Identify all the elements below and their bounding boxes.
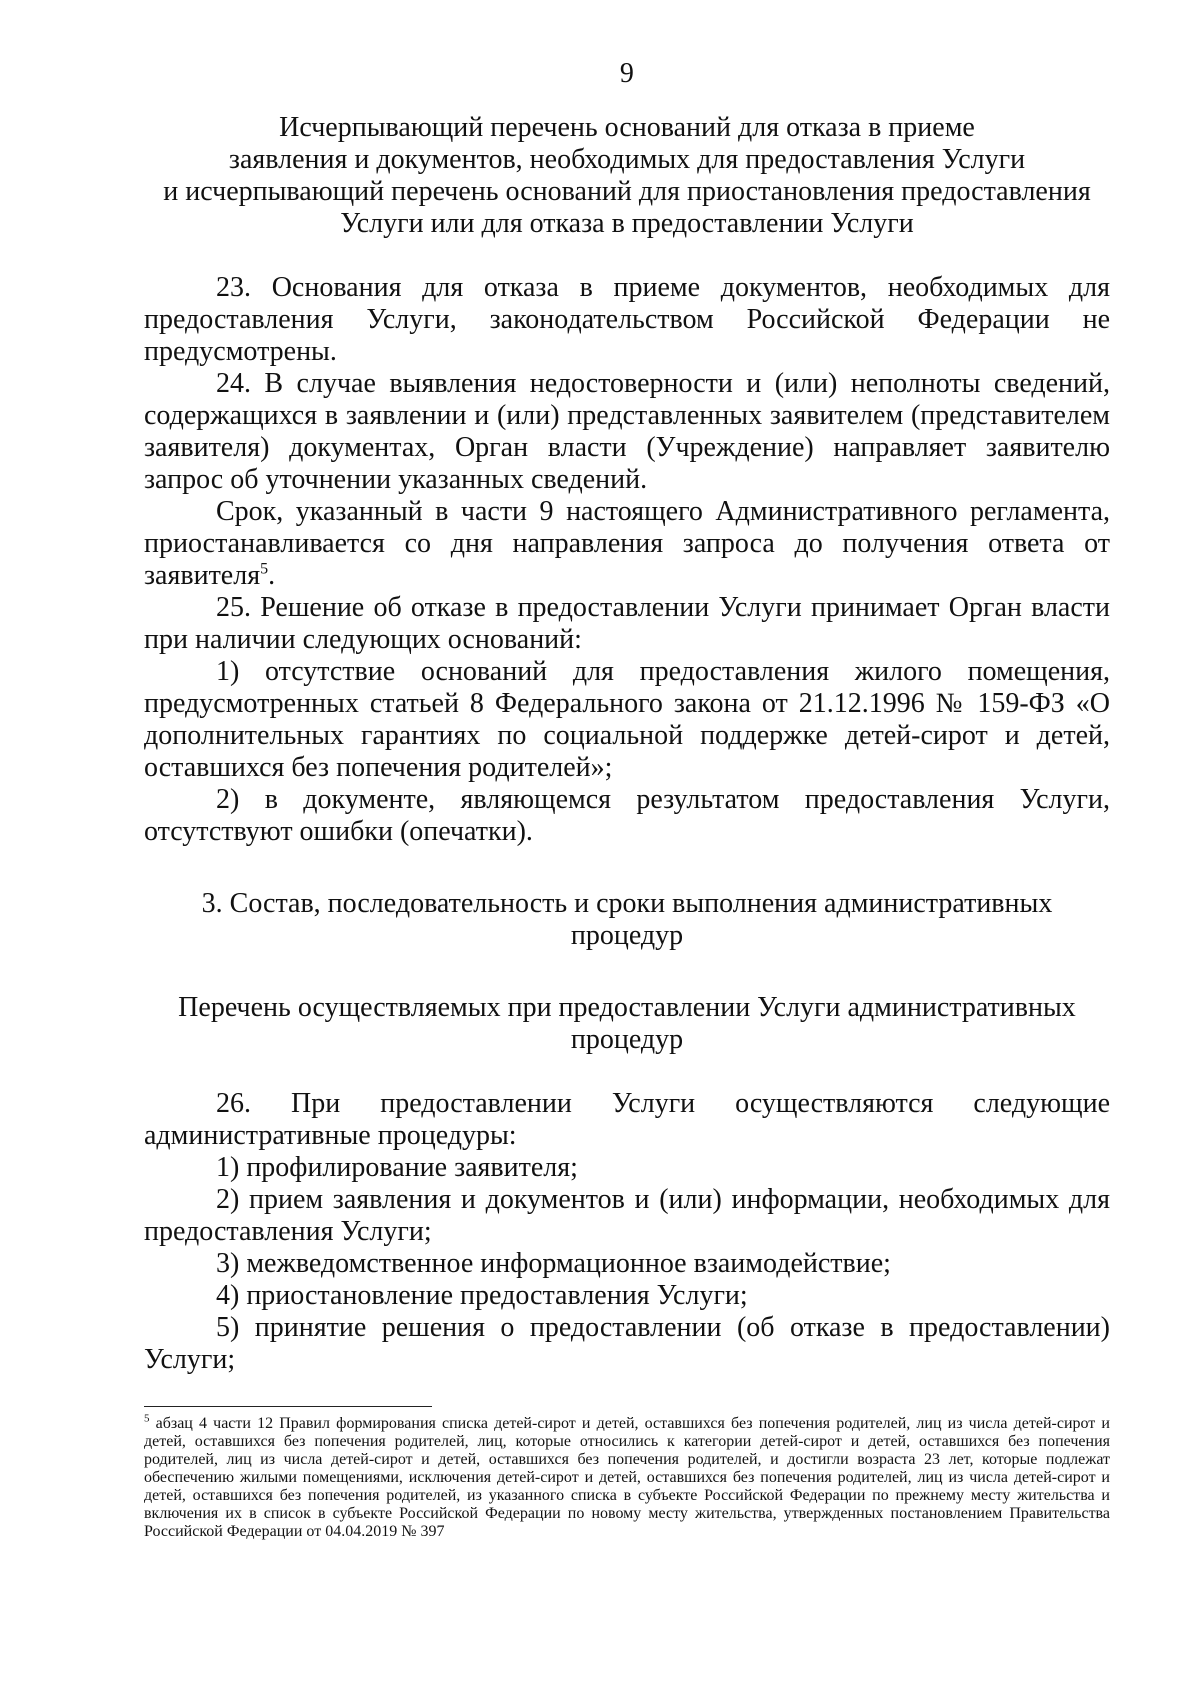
footnote-separator: [144, 1406, 432, 1407]
procedures-list-heading: [144, 992, 1110, 1056]
paragraph-26-item-4: 4) приостановление предоставления Услуги;: [216, 1280, 748, 1311]
paragraph-26-item-5: 5) принятие решения о предоставлении (об отказе в предоставлении) Услуги;: [144, 1312, 1110, 1375]
heading-line: Услуги или для отказа в предоставлении Услуги: [340, 208, 914, 239]
footnote-reference: 5: [260, 560, 269, 578]
heading-line: Перечень осуществляемых при предоставлении Услуги административных: [178, 992, 1076, 1023]
heading-line: Исчерпывающий перечень оснований для отказа в приеме: [279, 112, 975, 143]
heading-refusal-grounds: [144, 112, 1110, 240]
paragraph-26-item-1: 1) профилирование заявителя;: [216, 1152, 578, 1183]
heading-line: заявления и документов, необходимых для предоставления Услуги: [228, 144, 1026, 175]
paragraph-26: 26. При предоставлении Услуги осуществляются следующие административные процедуры:: [144, 1088, 1110, 1151]
paragraph-24-term-text: Срок, указанный в части 9 настоящего Административного регламента, приостанавливается со дня направления запроса до получения ответа от заявителя: [144, 496, 1110, 591]
paragraph-25-item-1: 1) отсутствие оснований для предоставления жилого помещения, предусмотренных статьей 8 Федерального закона от 21.12.1996 № 159-ФЗ «О дополнительных гарантиях по социальной поддержке детей-сирот и детей, оставшихся без попечения родителей»;: [144, 656, 1110, 783]
heading-line: 3. Состав, последовательность и сроки выполнения административных: [201, 888, 1053, 919]
footnote-5: [144, 1412, 1110, 1541]
footnote-mark: 5: [144, 1412, 150, 1425]
footnote-text: абзац 4 части 12 Правил формирования списка детей-сирот и детей, оставшихся без попечения родителей, лиц из числа детей-сирот и детей, оставшихся без попечения родителей, лиц, которые относились к категории детей-сирот и детей, оставшихся без попечения родителей, лиц из числа детей-сирот и детей, оставшихся без попечения родителей, и достигли возраста 23 лет, которые подлежат обеспечению жилыми помещениями, исключения детей-сирот и детей, оставшихся без попечения родителей, лиц из числа детей-сирот и детей, оставшихся без попечения родителей, из указанного списка в субъекте Российской Федерации по прежнему месту жительства и включения их в список в субъекте Российской Федерации по новому месту жительства, утвержденных постановлением Правительства Российской Федерации от 04.04.2019 № 397: [144, 1415, 1110, 1540]
paragraph-24-term-end: .: [268, 560, 276, 591]
paragraph-23: 23. Основания для отказа в приеме документов, необходимых для предоставления Услуги, законодательством Российской Федерации не предусмотрены.: [144, 272, 1110, 367]
paragraph-26-item-3: 3) межведомственное информационное взаимодействие;: [216, 1248, 891, 1279]
paragraph-24: 24. В случае выявления недостоверности и (или) неполноты сведений, содержащихся в заявлении и (или) представленных заявителем (представителем заявителя) документах, Орган власти (Учреждение) направляет заявителю запрос об уточнении указанных сведений.: [144, 368, 1110, 495]
page-number: 9: [619, 58, 635, 89]
paragraph-24-term: [144, 496, 1110, 592]
paragraph-25: 25. Решение об отказе в предоставлении Услуги принимает Орган власти при наличии следующих оснований:: [144, 592, 1110, 655]
heading-line: процедур: [570, 920, 684, 951]
paragraph-26-item-2: 2) прием заявления и документов и (или) информации, необходимых для предоставления Услуги;: [144, 1184, 1110, 1247]
heading-line: процедур: [570, 1024, 684, 1055]
section-3-heading: [144, 888, 1110, 952]
paragraph-25-item-2: 2) в документе, являющемся результатом предоставления Услуги, отсутствуют ошибки (опечатки).: [144, 784, 1110, 847]
heading-line: и исчерпывающий перечень оснований для приостановления предоставления: [163, 176, 1091, 207]
